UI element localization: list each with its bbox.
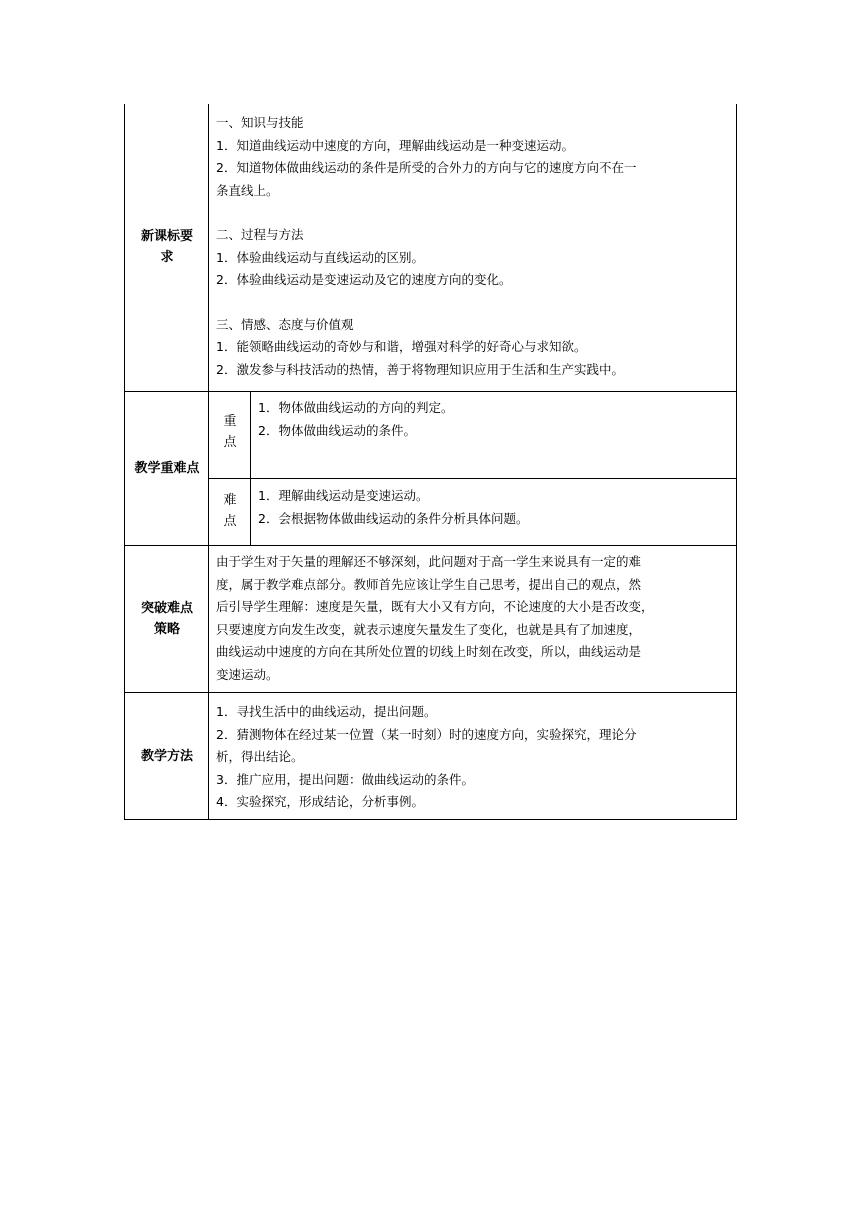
strategy-line: 曲线运动中速度的方向在其所处位置的切线上时刻在改变，所以，曲线运动是 <box>216 644 642 659</box>
standards-line: 2．激发参与科技活动的热情，善于将物理知识应用于生活和生产实践中。 <box>216 361 624 377</box>
emphasis-line: 2．物体做曲线运动的条件。 <box>258 422 416 438</box>
strategy-line: 后引导学生理解：速度是矢量，既有大小又有方向，不论速度的大小是否改变， <box>216 599 654 614</box>
standards-label <box>128 226 206 268</box>
strategy-label-text: 突破难点 策略 <box>140 601 193 637</box>
standards-blank-line <box>216 292 636 314</box>
methods-line: 3．推广应用，提出问题：做曲线运动的条件。 <box>216 771 474 787</box>
row-border-2 <box>124 545 737 546</box>
strategy-line: 变速运动。 <box>216 666 279 682</box>
methods-label <box>128 746 206 767</box>
table-divider-sublabel <box>250 391 251 545</box>
standards-line: 2．体验曲线运动是变速运动及它的速度方向的变化。 <box>216 272 512 287</box>
standards-label-text: 新课标要 求 <box>140 229 193 265</box>
table-divider-label <box>208 104 209 820</box>
difficulty-content <box>258 485 528 530</box>
key-points-label <box>126 458 208 479</box>
standards-line: 1．能领略曲线运动的奇妙与和谐，增强对科学的好奇心与求知欲。 <box>216 339 587 354</box>
emphasis-content <box>258 397 453 442</box>
difficulty-line: 2．会根据物体做曲线运动的条件分析具体问题。 <box>258 510 529 526</box>
key-points-label-text: 教学重难点 <box>134 461 200 476</box>
strategy-line: 度，属于教学难点部分。教师首先应该让学生自己思考，提出自己的观点，然 <box>216 576 642 592</box>
strategy-label <box>132 598 202 640</box>
emphasis-label-text: 重 点 <box>223 414 237 450</box>
standards-line: 1．体验曲线运动与直线运动的区别。 <box>216 249 424 265</box>
difficulty-line: 1．理解曲线运动是变速运动。 <box>258 488 429 503</box>
standards-line: 二、过程与方法 <box>216 227 304 242</box>
strategy-line: 只要速度方向发生改变，就表示速度矢量发生了变化，也就是具有了加速度， <box>216 621 642 637</box>
emphasis-label <box>210 411 250 453</box>
standards-line: 2．知道物体做曲线运动的条件是所受的合外力的方向与它的速度方向不在一 <box>216 160 637 175</box>
methods-label-text: 教学方法 <box>140 749 193 764</box>
standards-line: 一、知识与技能 <box>216 115 304 130</box>
methods-line: 2．猜测物体在经过某一位置（某一时刻）时的速度方向，实验探究，理论分 <box>216 726 637 742</box>
methods-line: 析，得出结论。 <box>216 749 304 764</box>
difficulty-label-text: 难 点 <box>223 493 237 529</box>
standards-line: 条直线上。 <box>216 182 279 198</box>
standards-content <box>216 112 636 381</box>
row-border-1 <box>124 391 737 392</box>
methods-line: 1．寻找生活中的曲线运动，提出问题。 <box>216 704 437 719</box>
methods-line: 4．实验探究，形成结论，分析事例。 <box>216 794 424 809</box>
row-border-bottom <box>124 819 737 820</box>
strategy-line: 由于学生对于矢量的理解还不够深刻，此问题对于高一学生来说具有一定的难 <box>216 554 642 569</box>
strategy-content <box>216 551 654 686</box>
standards-line: 三、情感、态度与价值观 <box>216 316 354 332</box>
standards-line: 1．知道曲线运动中速度的方向，理解曲线运动是一种变速运动。 <box>216 137 574 153</box>
table-border-right <box>736 104 737 820</box>
row-border-3 <box>124 692 737 693</box>
standards-blank-line <box>216 202 636 224</box>
emphasis-line: 1．物体做曲线运动的方向的判定。 <box>258 400 454 415</box>
table-border-left <box>124 104 125 820</box>
row-border-sub <box>208 478 737 479</box>
difficulty-label <box>210 490 250 532</box>
methods-content <box>216 701 636 814</box>
